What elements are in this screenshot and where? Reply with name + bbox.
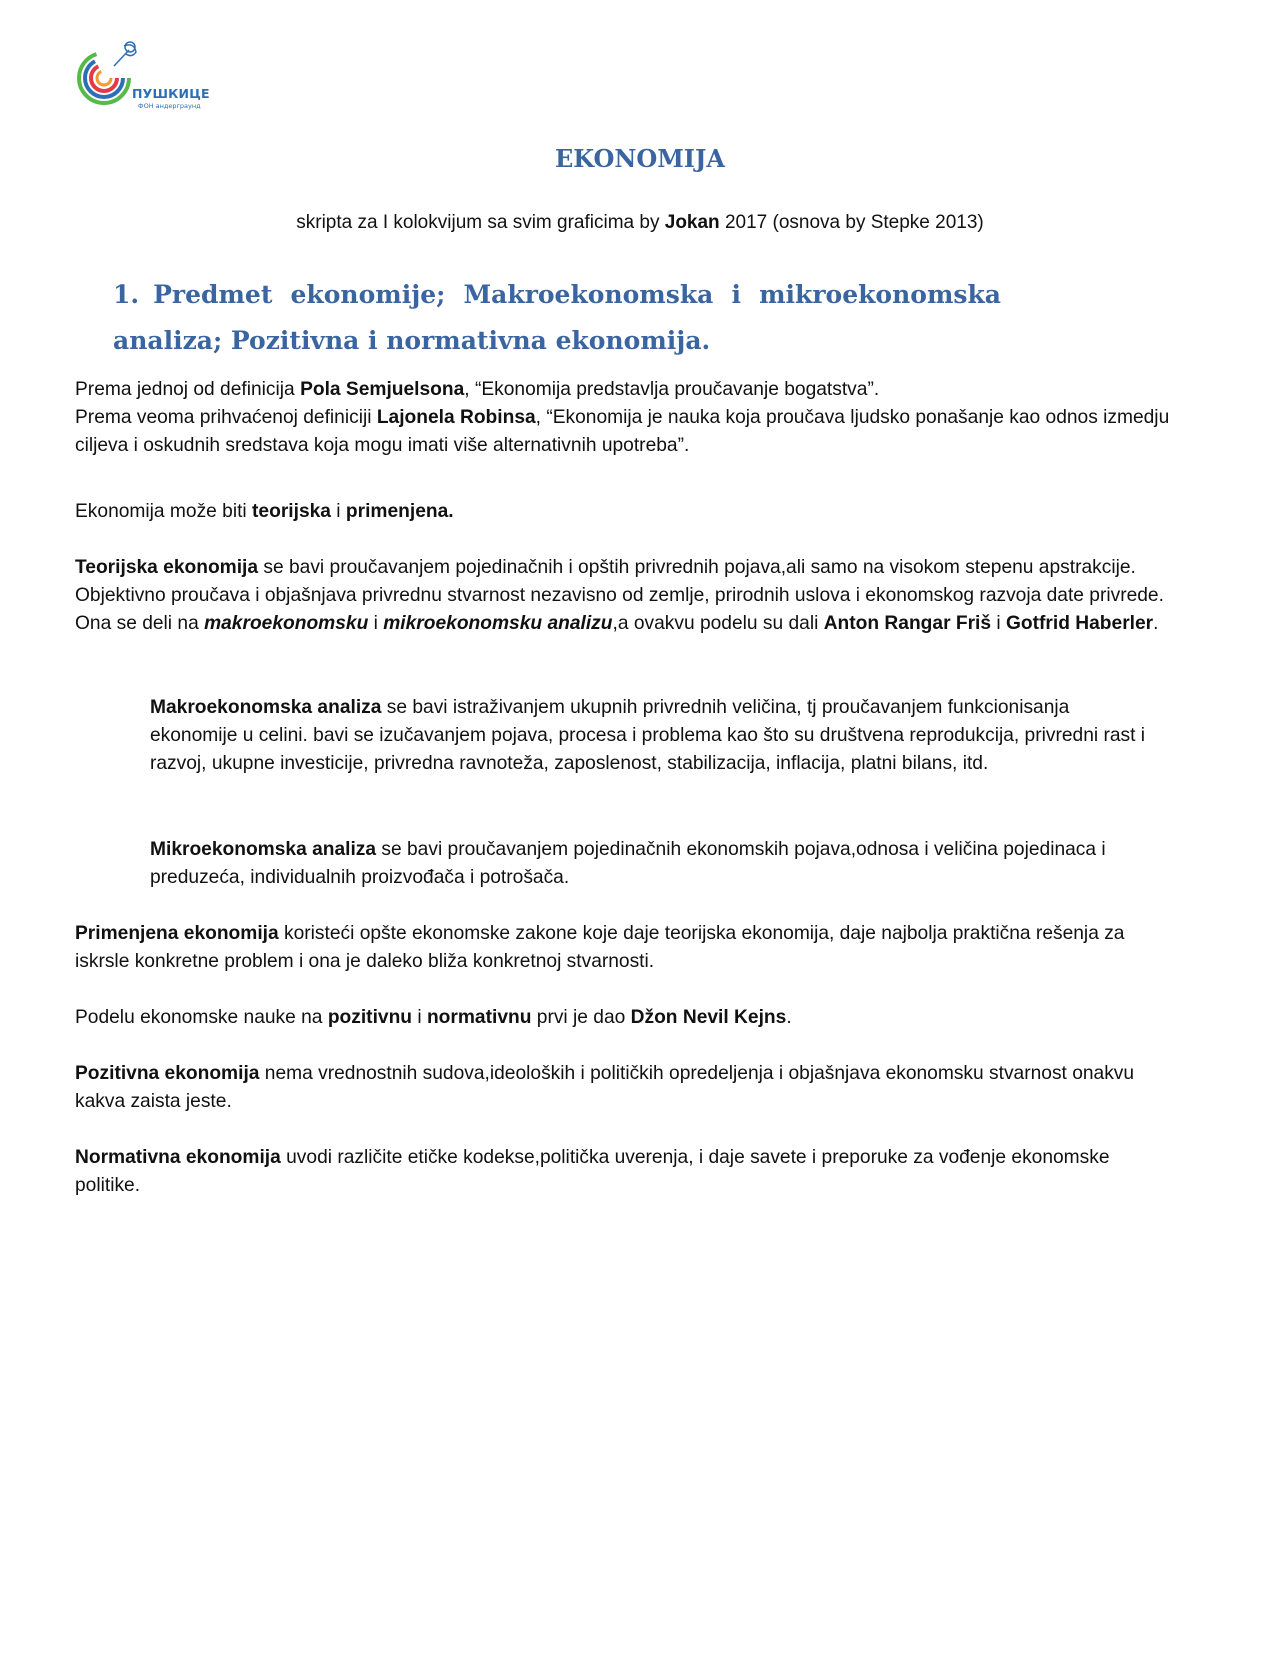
document-title: EKONOMIJA — [554, 144, 726, 173]
logo-subtitle: ФОН андерграунд — [138, 102, 201, 110]
logo — [74, 38, 214, 118]
section-heading — [113, 272, 1001, 364]
section-heading-text: Predmet ekonomije; Makroekonomska i mikroekonomska analiza; Pozitivna i normativna ekonomija. — [113, 280, 1001, 355]
section-number: 1. — [113, 280, 140, 309]
paragraph-applied: Primenjena ekonomija koristeći opšte ekonomske zakone koje daje teorijska ekonomija, daje najbolja praktična rešenja za iskrsle konkretne problem i ona je daleko bliža konkretnoj stvarnosti. — [75, 923, 1125, 972]
logo-name: ПУШКИЦЕ — [132, 86, 210, 101]
paragraph-types: Ekonomija može biti teorijska i primenjena. — [75, 501, 454, 522]
document-subtitle: skripta za I kolokvijum sa svim graficima by Jokan 2017 (osnova by Stepke 2013) — [296, 212, 984, 233]
paragraph-positive: Pozitivna ekonomija nema vrednostnih sudova,ideoloških i političkih opredeljenja i objašnjava ekonomsku stvarnost onakvu kakva zaista jeste. — [75, 1063, 1135, 1112]
paragraph-macro: Makroekonomska analiza se bavi istraživanjem ukupnih privrednih veličina, tj proučavanjem funkcionisanja ekonomije u celini. bavi se izučavanjem pojava, procesa i problema kao što su društvena reprodukcija, privredni rast i razvoj, ukupne investicije, privredna ravnoteža, zaposlenost, stabilizacija, inflacija, platni bilans, itd. — [150, 697, 1146, 774]
paragraph-definitions: Prema jednoj od definicija Pola Semjuelsona, “Ekonomija predstavlja proučavanje bogatstva”. Prema veoma prihvaćenoj definiciji Lajonela Robinsa, “Ekonomija je nauka koja proučava ljudsko ponašanje kao odnos izmedju ciljeva i oskudnih sredstava koja mogu imati više alternativnih upotreba”. — [75, 379, 1170, 456]
paragraph-theoretical: Teorijska ekonomija se bavi proučavanjem pojedinačnih i opštih privrednih pojava,ali samo na visokom stepenu apstrakcije. Objektivno proučava i objašnjava privrednu stvarnost nezavisno od zemlje, prirodnih uslova i ekonomskog razvoja date privrede. Ona se deli na makroekonomsku i mikroekonomsku analizu,a ovakvu podelu su dali Anton Rangar Friš i Gotfrid Haberler. — [75, 557, 1164, 634]
paragraph-positive-normative: Podelu ekonomske nauke na pozitivnu i normativnu prvi je dao Džon Nevil Kejns. — [75, 1007, 792, 1028]
logo-rings-icon — [74, 38, 144, 118]
paragraph-micro: Mikroekonomska analiza se bavi proučavanjem pojedinačnih ekonomskih pojava,odnosa i veličina pojedinaca i preduzeća, individualnih proizvođača i potrošača. — [150, 839, 1106, 888]
paragraph-normative: Normativna ekonomija uvodi različite etičke kodekse,politička uverenja, i daje savete i preporuke za vođenje ekonomske politike. — [75, 1147, 1110, 1196]
